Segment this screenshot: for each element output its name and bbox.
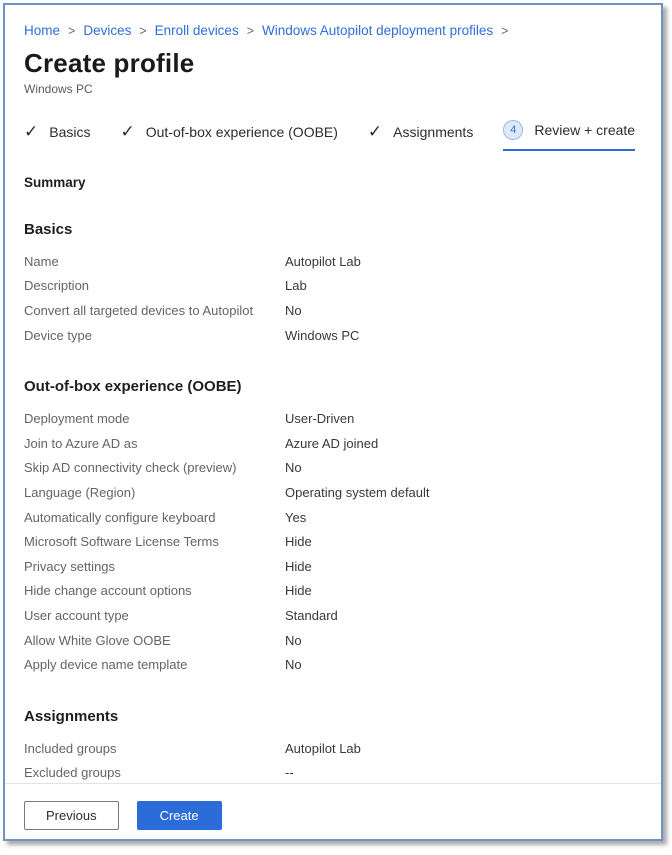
row-label: Description <box>24 278 90 294</box>
row-value: Windows PC <box>285 327 360 343</box>
row-value: Hide <box>285 583 312 599</box>
breadcrumb-autopilot-profiles[interactable]: Windows Autopilot deployment profiles <box>262 23 494 38</box>
summary-row <box>24 456 642 481</box>
summary-row <box>24 249 642 274</box>
row-value: Lab <box>285 278 307 294</box>
summary-heading: Summary <box>24 175 86 190</box>
row-label: Apply device name template <box>24 657 188 673</box>
breadcrumb-devices[interactable]: Devices <box>83 23 132 38</box>
row-label: Skip AD connectivity check (preview) <box>24 460 237 476</box>
breadcrumb-home[interactable]: Home <box>24 23 61 38</box>
breadcrumb-enroll-devices[interactable]: Enroll devices <box>154 23 239 38</box>
summary-row <box>24 579 642 604</box>
row-label: Name <box>24 253 59 269</box>
breadcrumb <box>24 23 642 38</box>
row-label: Convert all targeted devices to Autopilot <box>24 302 254 318</box>
row-label: Privacy settings <box>24 558 116 574</box>
create-button[interactable]: Create <box>137 801 222 830</box>
row-label: Microsoft Software License Terms <box>24 534 219 550</box>
summary-row <box>24 736 642 761</box>
summary-row <box>24 431 642 456</box>
row-label: Language (Region) <box>24 484 136 500</box>
row-label: Allow White Glove OOBE <box>24 632 171 648</box>
summary-row <box>24 529 642 554</box>
row-value: Standard <box>285 607 338 623</box>
summary-row <box>24 298 642 323</box>
tab-review-create[interactable] <box>503 120 635 151</box>
summary-row <box>24 323 642 348</box>
step-number-badge: 4 <box>503 120 523 140</box>
summary-row <box>24 554 642 579</box>
tab-label: Assignments <box>393 123 474 140</box>
summary-row <box>24 406 642 431</box>
tab-assignments[interactable] <box>368 123 473 151</box>
chevron-right-icon: > <box>68 23 76 38</box>
summary-row <box>24 603 642 628</box>
row-value: Operating system default <box>285 484 430 500</box>
tab-label: Out-of-box experience (OOBE) <box>145 123 338 140</box>
section-heading: Assignments <box>24 707 119 725</box>
previous-button[interactable]: Previous <box>24 801 119 830</box>
section-oobe <box>24 378 642 677</box>
summary-row <box>24 505 642 530</box>
row-value: Hide <box>285 534 312 550</box>
row-value: No <box>285 657 302 673</box>
tab-label: Basics <box>49 123 91 140</box>
row-label: User account type <box>24 607 129 623</box>
chevron-right-icon: > <box>501 23 509 38</box>
summary-row <box>24 652 642 677</box>
tab-oobe[interactable] <box>120 123 337 151</box>
row-value: Azure AD joined <box>285 435 379 451</box>
row-label: Included groups <box>24 740 117 756</box>
tab-basics[interactable] <box>24 123 90 151</box>
section-heading: Out-of-box experience (OOBE) <box>24 378 242 396</box>
row-value: Autopilot Lab <box>285 253 361 269</box>
page-frame <box>3 3 663 841</box>
row-label: Device type <box>24 327 92 343</box>
row-label: Hide change account options <box>24 583 192 599</box>
row-value: Autopilot Lab <box>285 740 361 756</box>
page-title: Create profile <box>24 48 195 78</box>
page-subtitle: Windows PC <box>24 82 93 96</box>
row-value: No <box>285 460 302 476</box>
checkmark-icon: ✓ <box>24 122 39 141</box>
row-label: Automatically configure keyboard <box>24 509 216 525</box>
checkmark-icon: ✓ <box>120 122 135 141</box>
row-label: Deployment mode <box>24 411 130 427</box>
row-value: No <box>285 302 302 318</box>
summary-row <box>24 274 642 299</box>
summary-row <box>24 628 642 653</box>
chevron-right-icon: > <box>139 23 147 38</box>
row-label: Excluded groups <box>24 765 121 781</box>
checkmark-icon: ✓ <box>367 122 383 141</box>
chevron-right-icon: > <box>246 23 255 38</box>
row-value: Yes <box>285 509 307 525</box>
row-value: User-Driven <box>285 411 355 427</box>
wizard-tabs <box>24 120 642 151</box>
row-value: -- <box>285 765 294 781</box>
section-assignments <box>24 708 642 785</box>
section-heading: Basics <box>24 221 73 238</box>
row-value: Hide <box>285 558 312 574</box>
section-basics <box>24 221 642 347</box>
summary-row <box>24 761 642 786</box>
wizard-footer <box>5 783 661 839</box>
summary-row <box>24 480 642 505</box>
row-label: Join to Azure AD as <box>24 435 138 451</box>
tab-label: Review + create <box>534 122 636 138</box>
row-value: No <box>285 632 302 648</box>
